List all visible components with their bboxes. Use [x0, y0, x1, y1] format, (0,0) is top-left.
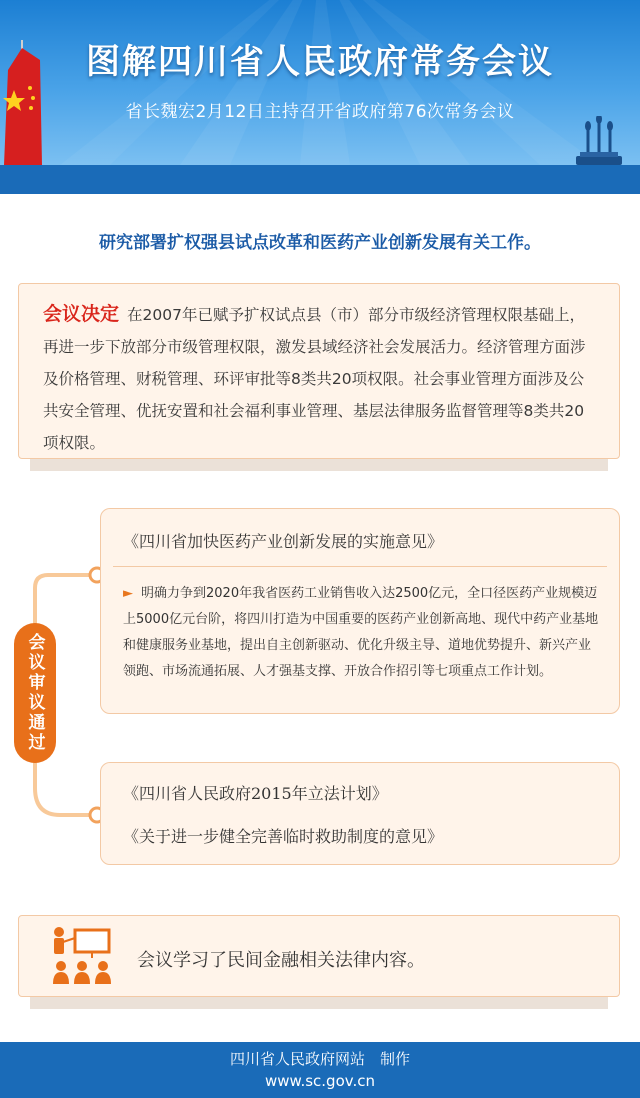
meeting-intro: 研究部署扩权强县试点改革和医药产业创新发展有关工作。 — [99, 233, 541, 253]
doc-body-text: 明确力争到2020年我省医药工业销售收入达2500亿元，全口径医药产业规模迈上5000亿元台阶，将四川打造为中国重要的医药产业创新高地、现代中药产业基地和健康服务业基地，提出自主创新驱动、优化升级主导、道地优势提升、新兴产业领跑、市场流通拓展、人才强基支撑、开放合作招引等七项重点工作计划。 — [123, 586, 599, 679]
card-divider — [113, 566, 607, 567]
decision-card — [18, 283, 620, 459]
header-banner — [0, 0, 640, 165]
doc-title-legislation: 《四川省人民政府2015年立法计划》 — [123, 784, 388, 803]
page-title: 图解四川省人民政府常务会议 — [86, 42, 554, 82]
study-text: 会议学习了民间金融相关法律内容。 — [137, 950, 425, 971]
doc-title-medicine: 《四川省加快医药产业创新发展的实施意见》 — [123, 532, 444, 551]
page-subtitle: 省长魏宏2月12日主持召开省政府第76次常务会议 — [125, 102, 515, 122]
arrow-right-icon: ► — [123, 586, 133, 601]
medicine-policy-card — [100, 508, 620, 714]
doc-body-medicine — [123, 581, 601, 685]
microphone-stand-icon — [574, 116, 624, 165]
review-passed-label: 会议审议通过 — [24, 633, 45, 753]
card-shadow — [30, 997, 608, 1009]
header-bottom-bar — [0, 165, 640, 194]
footer-website-link[interactable]: www.sc.gov.cn — [265, 1072, 375, 1090]
legislation-card — [100, 762, 620, 865]
decision-label: 会议决定 — [43, 303, 120, 325]
decision-paragraph — [43, 298, 597, 459]
presentation-audience-icon — [49, 926, 115, 988]
study-card — [18, 915, 620, 997]
footer-producer: 四川省人民政府网站 制作 — [229, 1050, 410, 1068]
decision-text: 在2007年已赋予扩权试点县（市）部分市级经济管理权限基础上，再进一步下放部分市级管理权限，激发县域经济社会发展活力。经济管理方面涉及价格管理、财税管理、环评审批等8类共20项权限。社会事业管理方面涉及公共安全管理、优抚安置和社会福利事业管理、基层法律服务监督管理等8类共20项权限。 — [43, 306, 586, 452]
card-shadow — [30, 459, 608, 471]
review-passed-badge — [14, 623, 56, 763]
doc-title-relief: 《关于进一步健全完善临时救助制度的意见》 — [123, 827, 444, 846]
footer — [0, 1042, 640, 1098]
